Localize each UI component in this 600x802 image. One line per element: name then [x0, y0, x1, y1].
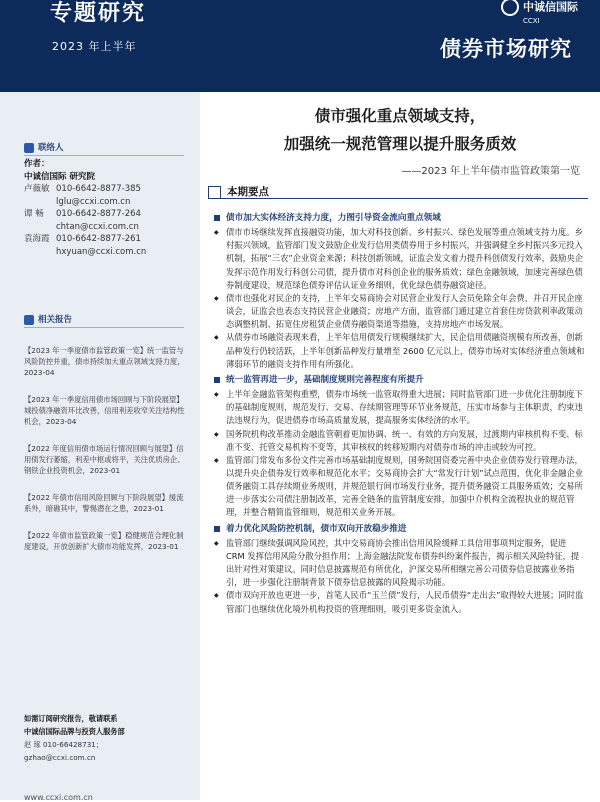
person-icon	[24, 143, 34, 153]
author-org: 中诚信国际 研究院	[24, 171, 95, 182]
subtitle: ——2023 年上半年债市监管政策第一览	[401, 166, 580, 177]
related-report-link[interactable]: 【2023 年一季度信用债市场回顾与下阶段展望】城投债净融资环比改善，信用利差收窄关注结构性机会，2023-04	[24, 395, 185, 426]
related-report-link[interactable]: 【2023 年一季度债市监管政策一览】统一监管与风险防控并重，债市持续加大重点领域支持力度，2023-04	[24, 346, 185, 377]
logo-icon	[501, 0, 519, 16]
contact-section-title: 联络人	[24, 141, 64, 153]
website-link[interactable]: www.ccxi.com.cn	[24, 793, 93, 802]
service-dept: 中诚信国际品牌与投资人服务部	[24, 727, 125, 736]
logo-name: 中诚信国际	[523, 0, 578, 14]
related-report-link[interactable]: 【2022 年度信用债市场运行情况回顾与展望】信用债发行萎缩，利差中枢或将平，关注优质房企、钢铁企业投资机会，2023-01	[24, 444, 185, 475]
related-reports	[24, 345, 186, 568]
page-header	[0, 0, 600, 92]
divider	[208, 198, 588, 199]
bullet-point: ◆ 上半年金融监管架构重塑，债券市场统一监管取得重大进展；同时监管部门进一步优化注册制度下的基础制度规则，规范发行、交易、存续期管理等环节业务规范，压实市场参与主体职责，约束违法违规行为，促进债券市场高质量发展，提高服务实体经济的水平。	[214, 388, 586, 427]
author-row: 谭 畅 010-6642-8877-264	[24, 209, 141, 219]
section-heading: 着力优化风险防控机制，债市双向开放稳步推进	[214, 523, 586, 536]
report-category: 债券市场研究	[440, 37, 572, 61]
contact-person: 赵 琢 010-66428731；	[24, 740, 104, 749]
author-email-row[interactable]: chtan@ccxi.com.cn	[56, 221, 139, 232]
document-icon	[24, 315, 34, 325]
related-section-title: 相关报告	[24, 313, 72, 325]
divider	[24, 327, 184, 328]
related-report-link[interactable]: 【2022 年债市信用风险回顾与下阶段展望】缓流系外，暗礁其中，警惕潜在之患，2023-01	[24, 493, 184, 513]
author-row: 袁海霞 010-6642-8877-261	[24, 234, 141, 244]
company-logo	[501, 0, 578, 27]
title-line-1: 债市强化重点领域支持，	[314, 107, 486, 125]
section-heading: 债市加大实体经济支持力度，力图引导资金流向重点领域	[214, 212, 586, 225]
authors-block	[24, 158, 194, 258]
logo-en: CCXI	[523, 17, 540, 25]
contact-block	[24, 712, 194, 764]
section-heading: 统一监管再进一步，基础制度规则完善程度有所提升	[214, 374, 586, 387]
subscribe-note: 如需订阅研究报告，敬请联系	[24, 714, 118, 723]
bullet-point: ◆ 监管部门继续强调风险风控，其中交易商协会推出信用风险缓释工具信用事项判定服务，促进 CRM 发挥信用风险分散分担作用；上海金融法院发布债券纠纷案件报告，揭示相关风险特征，提出针对性对策建议。同时信息披露规范有所优化，沪深交易所相继完善公司债券信息披露业务指引，进一步强化注册制背景下债券信息披露的风险揭示功能。	[214, 537, 586, 590]
report-series: 专题研究	[50, 1, 147, 26]
main-content	[200, 92, 600, 800]
bullet-point: ◆ 债市双向开放也更进一步，首笔人民币“玉兰债”发行，人民币债券“走出去”取得较大进展；同时监管部门也继续优化境外机构投资的管理细则，吸引更多资金流入。	[214, 589, 586, 615]
bullet-point: ◆ 监管部门常发布多份文件完善市场基础制度规则，国务院国资委完善中央企业债券发行管理办法，以提升央企债券发行效率和规范化水平；交易商协会扩大“常发行计划”试点范围，优化非金融企业债务融资工具存续期业务规则，并规范银行间市场发行业务，提升债务融资工具服务质效；交易所进一步落实公司债注册制改革，完善全链条的监管制度安排，加强中介机构全流程执业的规范管理，并整合精简监管细则，规范相关业务开展。	[214, 454, 586, 520]
title-line-2: 加强统一规范管理以提升服务质效	[283, 135, 517, 153]
bullet-point: ◆ 债市市场继续发挥直接融资功能，加大对科技创新、乡村振兴、绿色发展等重点领域支持力度。乡村振兴领域，监管部门发文鼓励企业发行信用类债券用于乡村振兴，并强调健全乡村振兴多元投入机制，拓展“三农”企业资金来源；科技创新领域，证监会发文着力提升科创债发行效率，鼓励央企发挥示范作用发行科创公司债，提升债市对科创企业的服务质效；绿色金融领域，加速完善绿色债券制度建设，规范绿色债券评估认证业务细则，优化绿色债券融资途径。	[214, 226, 586, 292]
divider	[24, 155, 184, 156]
bullet-point: ◆ 债市也强化对民企的支持，上半年交易商协会对民营企业发行人会员免除全年会费，并召开民企座谈会，证监会也表态支持民营企业融资；房地产方面，监管部门通过建立首套住房贷款利率政策动态调整机制、拓宽住房租赁企业债券融资渠道等措施，支持房地产市场发展。	[214, 292, 586, 331]
related-report-link[interactable]: 【2022 年债市监管政策一览】稳健规范合理化制度建设，开放创新扩大债市功能发挥，2023-01	[24, 531, 184, 551]
author-label: 作者：	[24, 159, 50, 169]
contact-email[interactable]: gzhao@ccxi.com.cn	[24, 753, 96, 762]
summary-title: 本期要点	[208, 184, 269, 199]
author-row: 卢薇敏 010-6642-8877-385	[24, 184, 141, 194]
report-date: 2023 年上半年	[52, 40, 137, 53]
author-email-row[interactable]: hxyuan@ccxi.com.cn	[56, 246, 147, 257]
bullet-point: ◆ 从债券市场融资表现来看，上半年信用债发行规模继续扩大，民企信用债融资规模有所改善，创新品种发行仍较活跃，上半年创新品种发行量增至 2600 亿元以上，债券市场对实体经济重点领域和薄弱环节的融资支持作用有所强化。	[214, 331, 586, 370]
author-email-row[interactable]: lglu@ccxi.com.cn	[56, 196, 131, 207]
bullet-point: ◆ 国务院机构改革推动金融监管朝着更加协调、统一、有效的方向发展，过渡期内审核机构不变、标准不变、托管交易机构不变等，其审核权的转移短期内对债券市场的冲击或较为可控。	[214, 428, 586, 454]
summary-icon	[208, 186, 221, 199]
summary-body	[214, 209, 586, 616]
